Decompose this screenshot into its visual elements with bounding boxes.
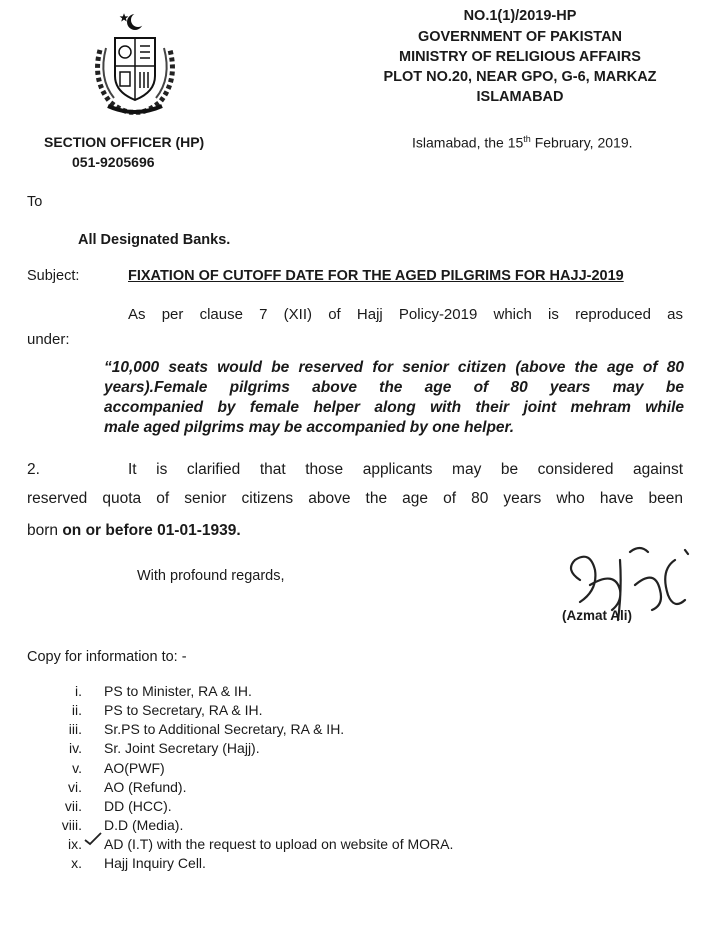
paragraph-2-line-3: born on or before 01-01-1939. bbox=[27, 522, 241, 539]
paragraph-2-line-2: reserved quota of senior citizens above the age of 80 years who have been bbox=[27, 490, 683, 507]
ministry-city: ISLAMABAD bbox=[476, 89, 564, 105]
reference-number: NO.1(1)/2019-HP bbox=[463, 8, 577, 24]
intro-line-2: under: bbox=[27, 331, 70, 348]
subject-label: Subject: bbox=[27, 268, 80, 284]
paragraph-2-number: 2. bbox=[27, 461, 40, 478]
ministry-address: PLOT NO.20, NEAR GPO, G-6, MARKAZ bbox=[383, 69, 657, 85]
closing-regards: With profound regards, bbox=[137, 568, 285, 584]
section-officer-title: SECTION OFFICER (HP) bbox=[44, 134, 205, 150]
ministry-name: MINISTRY OF RELIGIOUS AFFAIRS bbox=[399, 49, 641, 65]
paragraph-2-line-1: It is clarified that those applicants may be considered against bbox=[128, 461, 683, 478]
government-emblem-icon bbox=[80, 10, 190, 120]
policy-quote: “10,000 seats would be reserved for senior citizen (above the age of 80 years).Female pilgrims above the age of 80 years may be accompanied by female helper along with their joint mehram while male aged pilgrims may be accompanied by one helper. bbox=[104, 359, 684, 436]
government-name: GOVERNMENT OF PAKISTAN bbox=[417, 29, 623, 45]
letter-date: Islamabad, the 15th February, 2019. bbox=[412, 134, 633, 151]
section-officer-phone: 051-9205696 bbox=[72, 154, 155, 170]
check-mark-icon bbox=[84, 832, 102, 846]
to-label: To bbox=[27, 194, 43, 210]
copy-label: Copy for information to: - bbox=[27, 649, 187, 665]
signatory-name: (Azmat Ali) bbox=[562, 608, 632, 623]
subject-text: FIXATION OF CUTOFF DATE FOR THE AGED PILGRIMS FOR HAJJ-2019 bbox=[128, 268, 624, 284]
recipient-name: All Designated Banks. bbox=[78, 232, 231, 248]
intro-line-1: As per clause 7 (XII) of Hajj Policy-2019 which is reproduced as bbox=[128, 306, 683, 323]
